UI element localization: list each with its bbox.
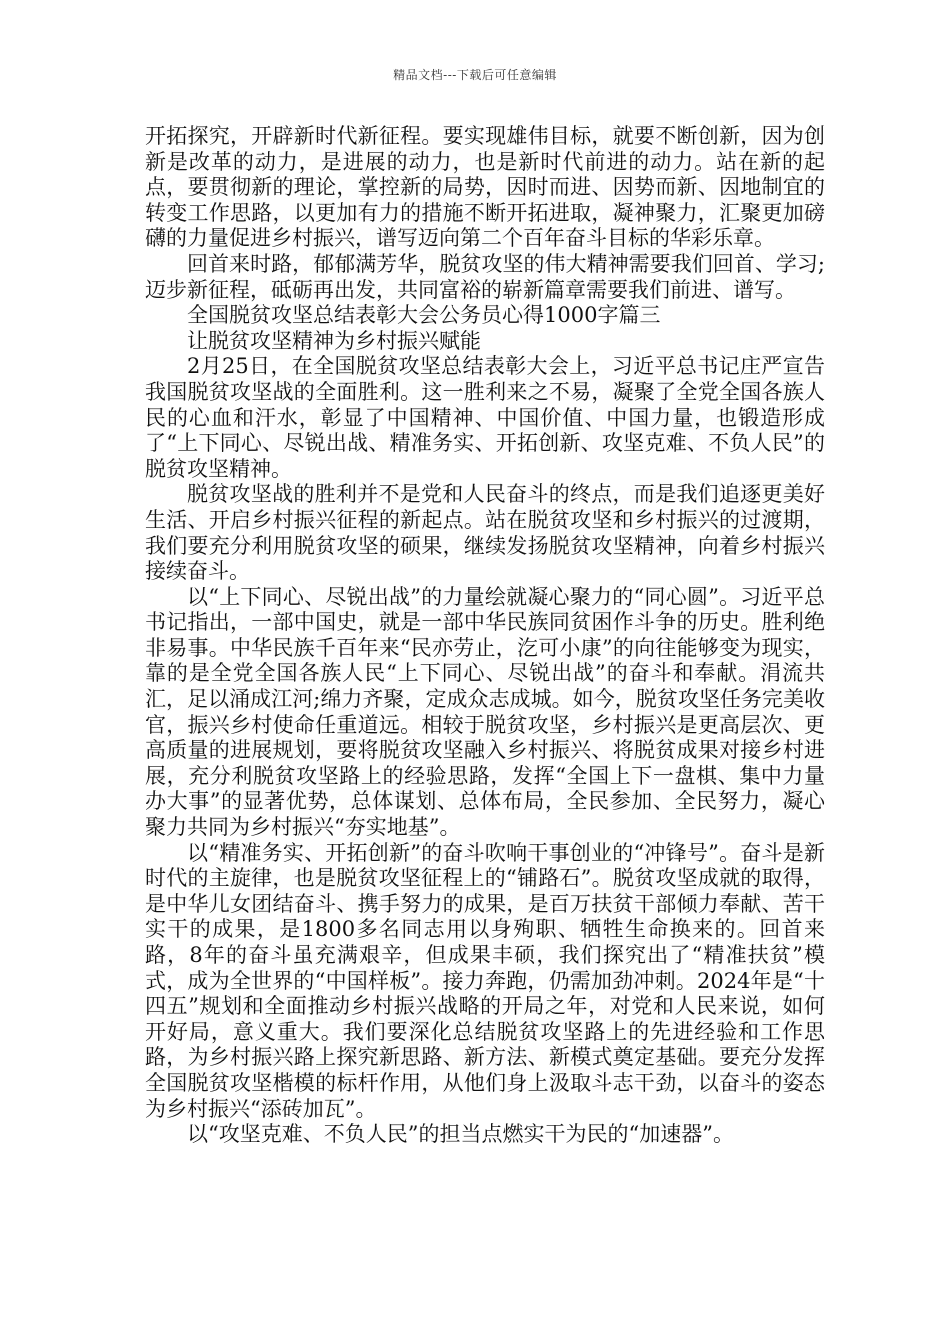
page-header: 精品文档---下载后可任意编辑 xyxy=(393,68,557,82)
paragraph-3: 2月25日，在全国脱贫攻坚总结表彰大会上，习近平总书记庄严宣告我国脱贫攻坚战的全面胜利。这一胜利来之不易，凝聚了全党全国各族人民的心血和汗水，彰显了中国精神、中国价值、中国力量，也锻造形成了“上下同心、尽锐出战、精准务实、开拓创新、攻坚克难、不负人民”的脱贫攻坚精神。 xyxy=(145,354,825,481)
section-heading: 全国脱贫攻坚总结表彰大会公务员心得1000字篇三 xyxy=(187,303,661,328)
paragraph-4: 脱贫攻坚战的胜利并不是党和人民奋斗的终点，而是我们追逐更美好生活、开启乡村振兴征程的新起点。站在脱贫攻坚和乡村振兴的过渡期，我们要充分利用脱贫攻坚的硕果，继续发扬脱贫攻坚精神，向着乡村振兴接续奋斗。 xyxy=(145,482,825,584)
paragraph-1: 开拓探究，开辟新时代新征程。要实现雄伟目标，就要不断创新，因为创新是改革的动力，是进展的动力，也是新时代前进的动力。站在新的起点，要贯彻新的理论，掌控新的局势，因时而进、因势而新、因地制宜的转变工作思路，以更加有力的措施不断开拓进取，凝神聚力，汇聚更加磅礴的力量促进乡村振兴，谱写迈向第二个百年奋斗目标的华彩乐章。 xyxy=(145,124,825,251)
paragraph-7: 以“攻坚克难、不负人民”的担当点燃实干为民的“加速器”。 xyxy=(187,1122,734,1147)
section-subtitle: 让脱贫攻坚精神为乡村振兴赋能 xyxy=(187,328,481,353)
paragraph-5: 以“上下同心、尽锐出战”的力量绘就凝心聚力的“同心圆”。习近平总书记指出，一部中国史，就是一部中华民族同贫困作斗争的历史。胜利绝非易事。中华民族千百年来“民亦劳止，汔可小康”的向往能够变为现实，靠的是全党全国各族人民“上下同心、尽锐出战”的奋斗和奉献。涓流共汇，足以涌成江河;绵力齐聚，定成众志成城。如今，脱贫攻坚任务完美收官，振兴乡村使命任重道远。相较于脱贫攻坚，乡村振兴是更高层次、更高质量的进展规划，要将脱贫攻坚融入乡村振兴、将脱贫成果对接乡村进展，充分利脱贫攻坚路上的经验思路，发挥“全国上下一盘棋、集中力量办大事”的显著优势，总体谋划、总体布局，全民参加、全民努力，凝心聚力共同为乡村振兴“夯实地基”。 xyxy=(145,584,825,840)
paragraph-6: 以“精准务实、开拓创新”的奋斗吹响干事创业的“冲锋号”。奋斗是新时代的主旋律，也是脱贫攻坚征程上的“铺路石”。脱贫攻坚成就的取得，是中华儿女团结奋斗、携手努力的成果，是百万扶贫干部倾力奉献、苦干实干的成果，是1800多名同志用以身殉职、牺牲生命换来的。回首来路，8年的奋斗虽充满艰辛，但成果丰硕，我们探究出了“精准扶贫”模式，成为全世界的“中国样板”。接力奔跑，仍需加劲冲刺。2024年是“十四五”规划和全面推动乡村振兴战略的开局之年，对党和人民来说，如何开好局，意义重大。我们要深化总结脱贫攻坚路上的先进经验和工作思路，为乡村振兴路上探究新思路、新方法、新模式奠定基础。要充分发挥全国脱贫攻坚楷模的标杆作用，从他们身上汲取斗志干劲，以奋斗的姿态为乡村振兴“添砖加瓦”。 xyxy=(145,840,825,1121)
document-body xyxy=(145,124,825,1148)
paragraph-2: 回首来时路，郁郁满芳华，脱贫攻坚的伟大精神需要我们回首、学习;迈步新征程，砥砺再出发，共同富裕的崭新篇章需要我们前进、谱写。 xyxy=(145,251,825,302)
